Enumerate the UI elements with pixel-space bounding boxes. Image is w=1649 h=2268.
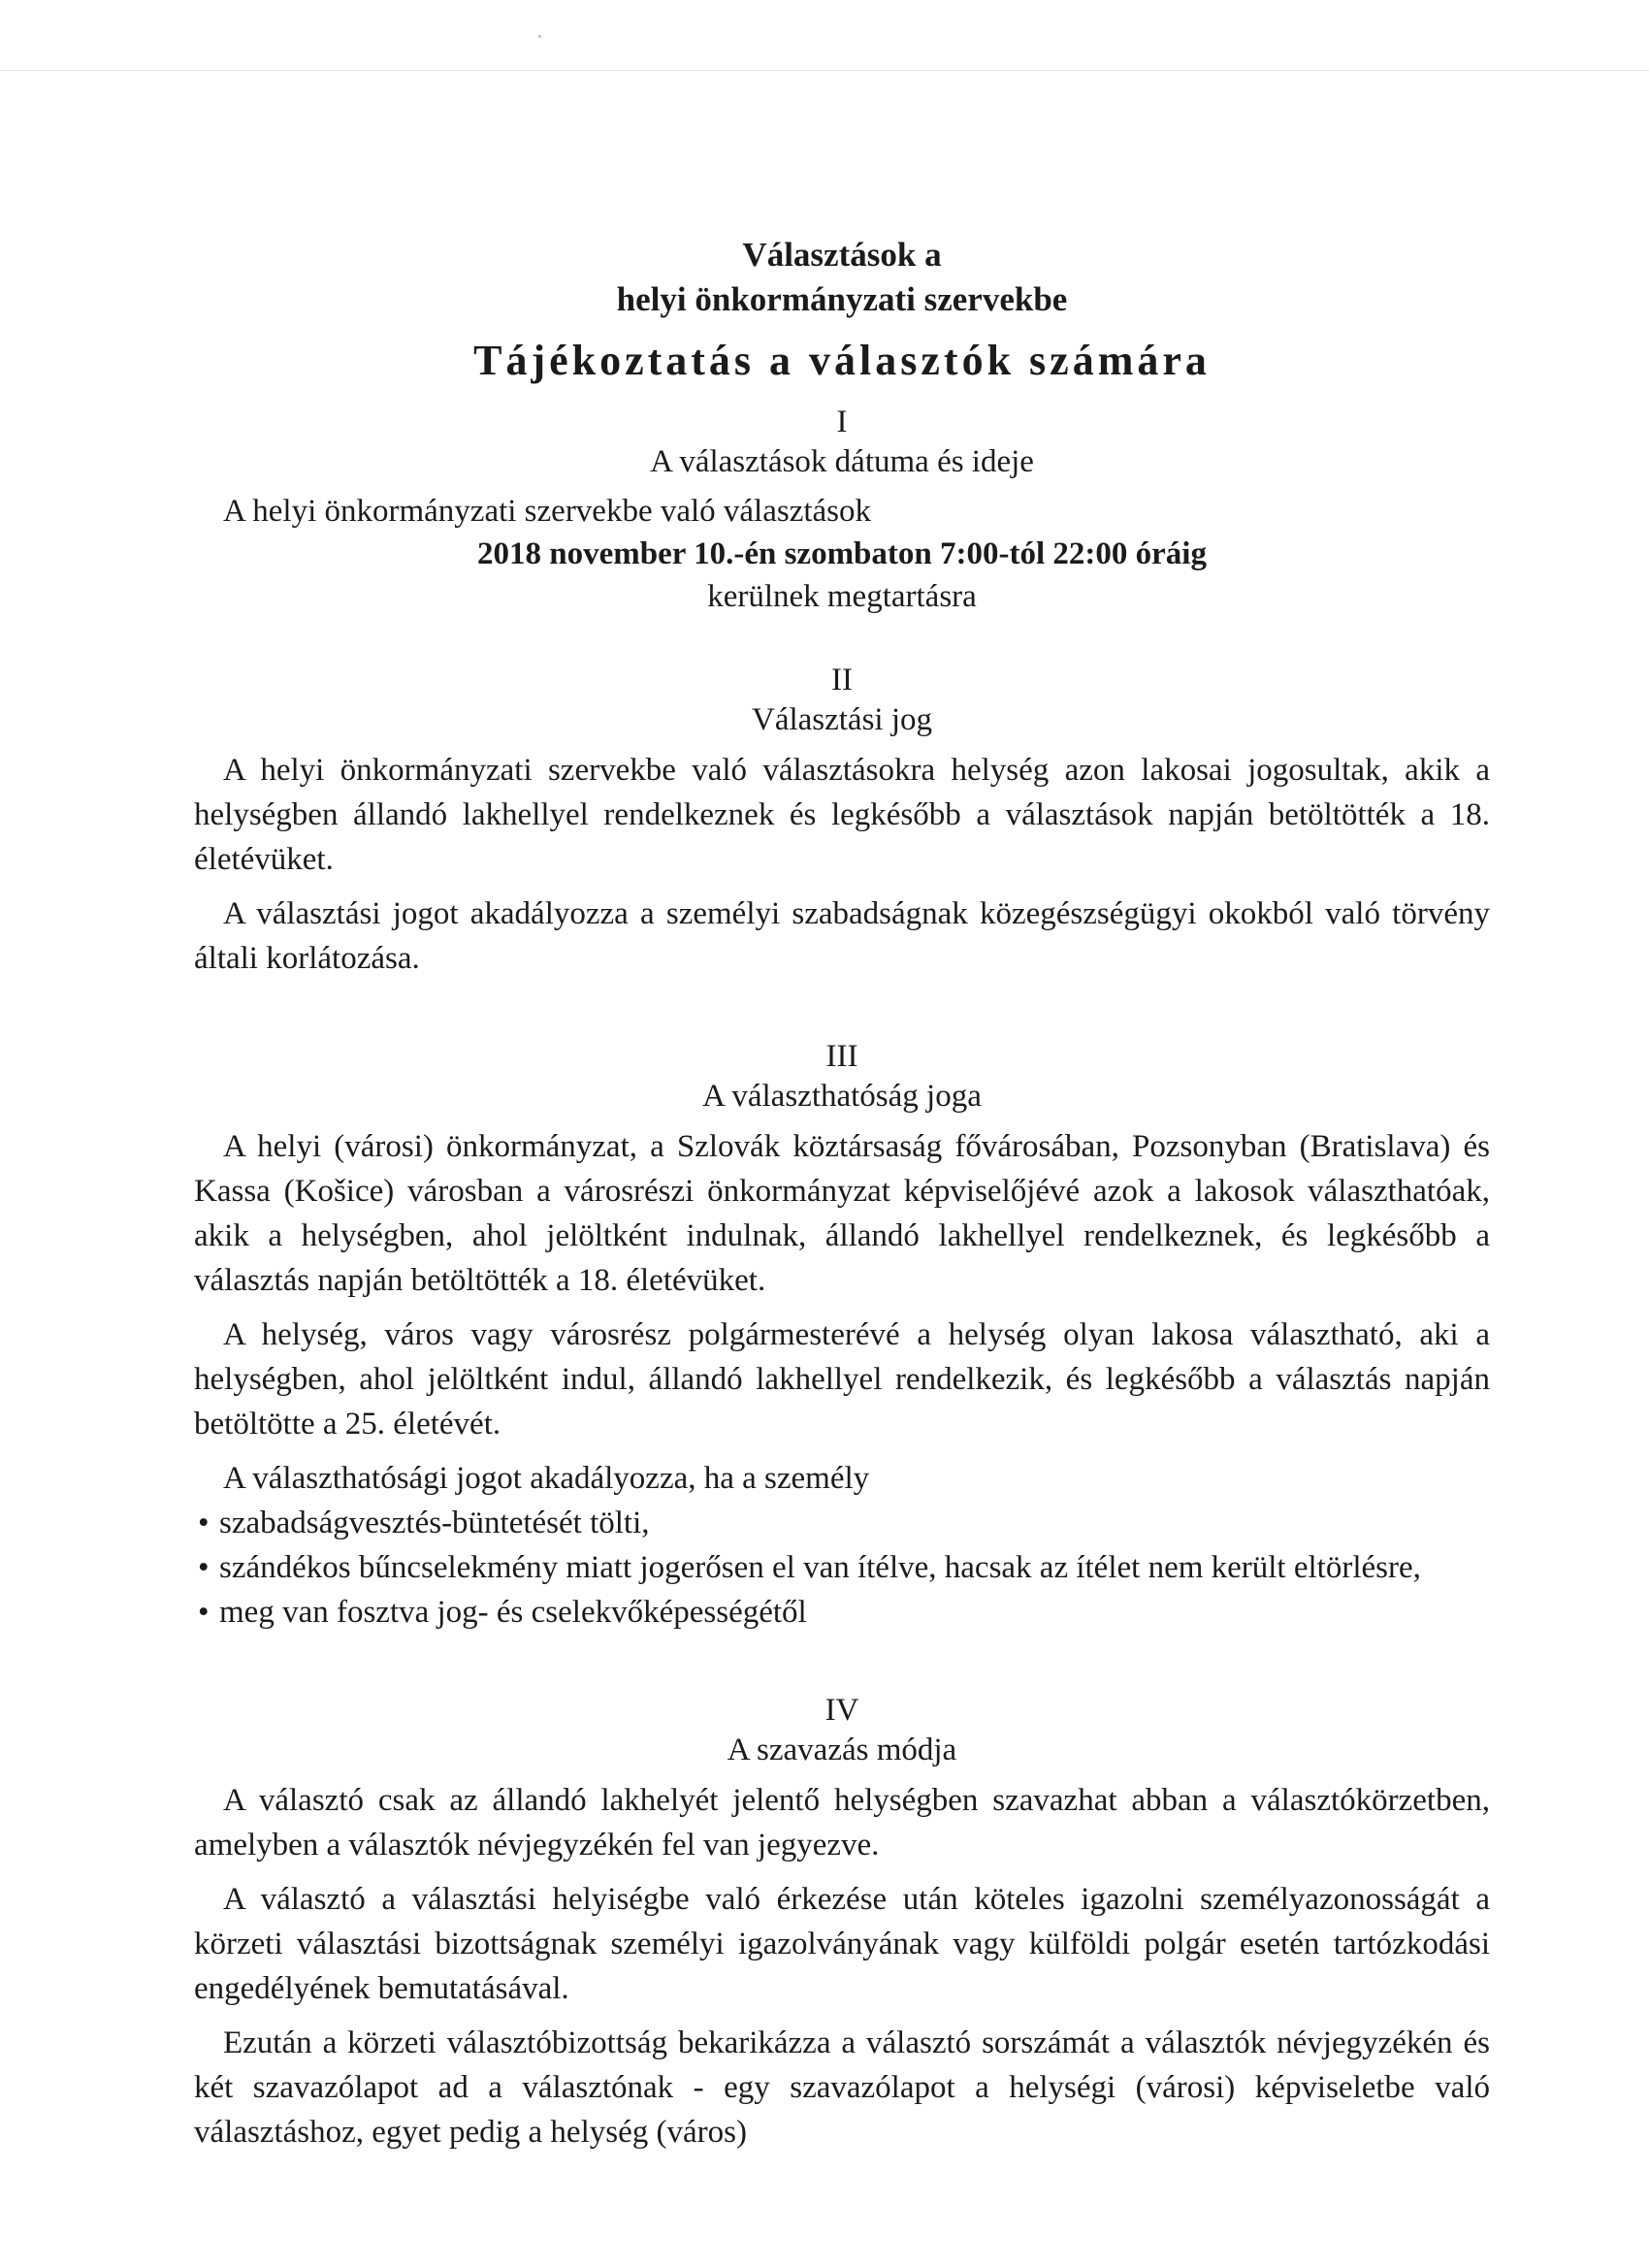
section-1 (194, 403, 1490, 618)
document-page (194, 233, 1490, 2164)
paragraph: Ezután a körzeti választóbizottság bekarikázza a választó sorszámát a választók névjegyzékén és két szavazólapot ad a választónak - egy szavazólapot a helységi (városi) képviseletbe való választáshoz, egyet pedig a helység (város) (194, 2025, 1490, 2150)
paragraph: A helyi (városi) önkormányzat, a Szlovák köztársaság fővárosában, Pozsonyban (Bratislava) és Kassa (Košice) városban a városrészi önkormányzat képviselőjévé azok a lakosok választhatóak, akik a helységben, ahol jelöltként indulnak, állandó lakhellyel rendelkeznek, és legkésőbb a választás napján betöltötték a 18. életévüket. (194, 1129, 1490, 1298)
section-number: III (825, 1039, 858, 1074)
section-title: A választások dátuma és ideje (650, 444, 1034, 479)
section-title: A választhatóság joga (702, 1079, 982, 1114)
section-number: IV (824, 1693, 859, 1728)
section-title: A szavazás módja (727, 1733, 957, 1767)
section-3 (194, 1037, 1490, 1635)
scan-edge-line (0, 70, 1649, 71)
list-item-text: szabadságvesztés-büntetését tölti, (219, 1506, 650, 1540)
section-title: Választási jog (751, 702, 933, 737)
list-item-text: szándékos bűncselekmény miatt jogerősen el van ítélve, hacsak az ítélet nem került eltörlésre, (219, 1550, 1421, 1585)
bullet-icon: • (198, 1550, 210, 1585)
bullet-icon: • (198, 1595, 210, 1630)
list-item (194, 1590, 1490, 1635)
election-held: kerülnek megtartásra (707, 579, 977, 614)
header-line-2: helyi önkormányzati szervekbe (616, 280, 1068, 318)
bullet-icon: • (198, 1506, 210, 1540)
election-intro: A helyi önkormányzati szervekbe való választások (223, 494, 872, 529)
document-title: Tájékoztatás a választók számára (473, 337, 1211, 384)
paragraph: A helyi önkormányzati szervekbe való választásokra helység azon lakosai jogosultak, akik a helységben állandó lakhellyel rendelkeznek és legkésőbb a választások napján betöltötték a 18. életévüket. (194, 753, 1490, 877)
bullet-list (194, 1501, 1490, 1635)
header-line-1: Választások a (742, 236, 942, 274)
list-item (194, 1545, 1490, 1590)
election-date: 2018 november 10.-én szombaton 7:00-tól 22:00 óráig (477, 536, 1207, 571)
section-number: I (836, 405, 848, 439)
section-2 (194, 661, 1490, 981)
paragraph: A választó a választási helyiségbe való érkezése után köteles igazolni személyazonosságát a körzeti választási bizottságnak személyi igazolványának vagy külföldi polgár esetén tartózkodási engedélyének bemutatásával. (194, 1882, 1490, 2006)
section-4 (194, 1691, 1490, 2155)
paragraph: A választási jogot akadályozza a személyi szabadságnak közegészségügyi okokból való törvény általi korlátozása. (194, 896, 1490, 976)
paragraph: A helység, város vagy városrész polgármesterévé a helység olyan lakosa választható, aki a helységben, ahol jelöltként indul, állandó lakhellyel rendelkezik, és legkésőbb a választás napján betöltötte a 25. életévét. (194, 1317, 1490, 1442)
paragraph: A választhatósági jogot akadályozza, ha a személy (223, 1461, 870, 1496)
list-item (194, 1501, 1490, 1545)
paragraph: A választó csak az állandó lakhelyét jelentő helységben szavazhat abban a választókörzetben, amelyben a választók névjegyzékén fel van jegyezve. (194, 1783, 1490, 1863)
list-item-text: meg van fosztva jog- és cselekvőképességétől (219, 1595, 807, 1630)
scan-speck (538, 35, 541, 38)
section-number: II (831, 663, 853, 697)
